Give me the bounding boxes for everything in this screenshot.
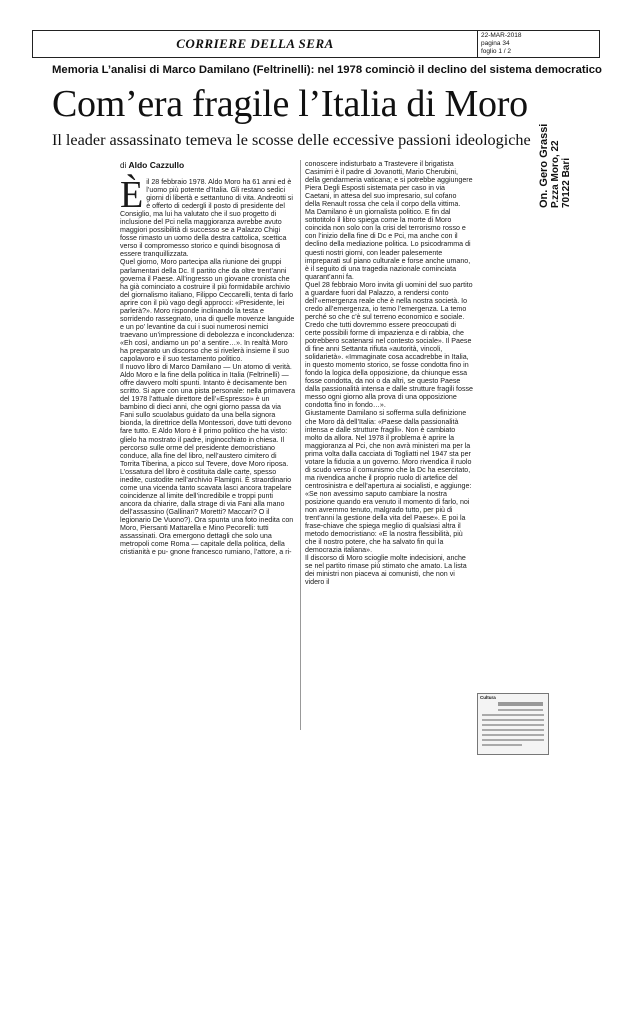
masthead	[33, 31, 478, 57]
newspaper-header	[32, 30, 600, 58]
address-stamp-text	[538, 98, 572, 208]
stamp-street: P.zza Moro, 22	[550, 140, 561, 208]
paragraph: Ma Damilano è un giornalista politico. E fin dal sottotitolo il libro spiega come la morte di Moro coincida non solo con la crisi del terrorismo rosso e con l’inizio della fine di Dc e Pci, ma anche con il declino della mediazione politica. Lo psicodramma di questi nostri giorni, con leader palesemente impreparati sul piano culturale e forse anche umano, è il seguito di una tragedia nazionale cominciata quarant’anni fa.	[305, 208, 471, 281]
article-kicker: Memoria L’analisi di Marco Damilano (Feltrinelli): nel 1978 cominciò il declino del sistema democratico	[52, 64, 602, 76]
column-divider	[300, 160, 301, 730]
stamp-name: On. Gero Grassi	[538, 123, 550, 208]
byline-prefix: di	[120, 161, 127, 170]
paragraph: conoscere indisturbato a Trastevere il brigatista Casimirri è il padre di Jovanotti, Mario Cherubini, della gendarmeria vaticana; e si potrebbe aggiungere Piera Degli Esposti sistemata per caso in via Caetani, in attesa del suo impresario, sul cofano della Renault rossa che cela il corpo della vittima.	[305, 160, 473, 209]
stamp-city: 70122 Bari	[561, 157, 572, 208]
paragraph: Giustamente Damilano si sofferma sulla definizione che Moro dà dell’Italia: «Paese dalla passionalità intensa e dalle strutture fragili». Non è cambiato molto da allora. Nel 1978 il problema è aprire la maggioranza al Pci, che non avrà ministeri ma per la prima volta dalla cacciata di Togliatti nel 1947 sta per votare la fiducia a un governo. Moro rivendica il ruolo di scudo verso il comunismo che la Dc ha esercitato, ma rivendica anche il proprio ruolo di artefice del centrosinistra e dell’apertura ai socialisti, e aggiunge: «Se non avessimo saputo cambiare la nostra posizione quando era venuto il momento di farlo, noi non avremmo tenuto, malgrado tutto, per più di trent’anni la gestione della vita del Paese». E poi la frase-chiave che spiega meglio di qualsiasi altra il metodo democristiano: «E la nostra flessibilità, più che il nostro potere, che ha salvato fin qui la democrazia italiana».	[305, 409, 472, 555]
thumbnail-label: Cultura	[480, 695, 496, 700]
paragraph: Quel 28 febbraio Moro invita gli uomini del suo partito a guardare fuori dal Palazzo, a rendersi conto dell’«emergenza reale che è nella nostra società. Io credo all’emergenza, io temo l’emergenza. La temo perché so che c’è sul terreno economico e sociale. Credo che tutti dovremmo essere preoccupati di certe possibili forme di impazienza e di rabbia, che potrebbero scatenarsi nel contesto sociale». Il Paese di fine anni Settanta rifiuta «autorità, vincoli, solidarietà». «Immaginate cosa accadrebbe in Italia, in questo momento storico, se fosse condotta fino in fondo la logica della opposizione, da chiunque essa fosse condotta, da noi o da altri, se questo Paese dalla passionalità intensa e dalle strutture fragili fosse messo ogni giorno alla prova di una opposizione condotta fino in fondo…».	[305, 280, 473, 410]
thumbnail-line	[498, 709, 543, 711]
article-headline: Com’era fragile l’Italia di Moro	[52, 83, 528, 125]
clipping-meta	[481, 32, 521, 56]
article-byline	[120, 160, 184, 170]
article-column-2	[305, 160, 473, 586]
thumbnail-line	[482, 729, 544, 731]
address-stamp	[478, 123, 572, 318]
thumbnail-headline-block	[498, 702, 543, 706]
paragraph: Il nuovo libro di Marco Damilano — Un atomo di verità. Aldo Moro e la fine della politica in Italia (Feltrinelli) — offre davvero molti spunti. Intanto è decisamente ben scritto. Si apre con una pista personale: nella primavera del 1978 l’attuale direttore dell’«Espresso» è un bambino di dieci anni, che ogni giorno passa da via Fani sullo scuolabus guidato da una bella signora bionda, la direttrice della Montessori, dove tutti devono fare tutto. E Aldo Moro è il primo politico che ha visto: glielo ha mostrato il padre, inginocchiato in chiesa. Il percorso sulle orme del presidente democristiano conduce, alla fine del libro, nell’austero cimitero di Torrita Tiberina, a picco sul Tevere, dove Moro riposa. L’ossatura del libro è costituita dalle carte, spesso inedite, custodite nell’archivio Flamigni. È straordinario come una vicenda tanto scavata lasci ancora trapelare coincidenze al limite dell’incredibile e troppi punti ancora da chiarire, dalla strage di via Fani alla mano dell’assassino (Gallinari? Moretti? Maccari? O il legionario De Vuono?). Ora spunta una foto inedita con Moro, Piersanti Mattarella e Mino Pecorelli: tutti assassinati. Ora emergono dettagli che solo una metropoli come Roma — capitale della politica, della cristianità e pu- gnone francesco rumiano, l’attore, a ri-	[120, 363, 296, 557]
byline-author: Aldo Cazzullo	[128, 160, 185, 170]
article-subhead: Il leader assassinato temeva le scosse delle eccessive passioni ideologiche	[52, 131, 531, 149]
thumbnail-line	[482, 734, 544, 736]
thumbnail-line	[482, 739, 544, 741]
page-thumbnail	[477, 693, 549, 755]
paragraph: il 28 febbraio 1978. Aldo Moro ha 61 anni ed è l’uomo più potente d’Italia. Gli restano sedici giorni di libertà e settantuno di vita. Andreotti si è offerto di cedergli il posto di presidente del Consiglio, ma lui ha valutato che il suo progetto di inclusione del Pci nella maggioranza avrebbe avuto maggiori possibilità di successo se a Palazzo Chigi fosse rimasto un uomo della destra cattolica, scettica verso il compromesso storico e quindi bisognosa di essere tranquillizzata.	[120, 178, 293, 259]
thumbnail-line	[482, 714, 544, 716]
article-column-1	[120, 174, 296, 557]
thumbnail-line	[482, 719, 544, 721]
clipping-sheet: foglio 1 / 2	[481, 48, 511, 55]
thumbnail-line	[482, 724, 544, 726]
thumbnail-line	[482, 744, 522, 746]
masthead-title: CORRIERE DELLA SERA	[176, 36, 334, 51]
paragraph: Il discorso di Moro scioglie molte indecisioni, anche se nel partito rimase più stimato che amato. La lista dei ministri non piaceva ai comunisti, che non vi videro il	[305, 554, 467, 587]
clipping-date: 22-MAR-2018	[481, 32, 522, 39]
clipping-page: pagina 34	[481, 40, 510, 47]
paragraph: Quel giorno, Moro partecipa alla riunione dei gruppi parlamentari della Dc. Il partito che da oltre trent’anni governa il Paese. All’ingresso un giovane cronista che ha già cominciato a costruire il più formidabile archivio del giornalismo italiano, Filippo Ceccarelli, tenta di farlo aprire con il più vago degli approcci: «Presidente, lei parlerà?». Moro risponde inclinando la testa e sorridendo rassegnato, una di quelle movenze languide e un po’ levantine da cui i suoi numerosi nemici traevano un’impressione di debolezza e inconcludenza: «Eh così, andiamo un po’ a sentire…». In realtà Moro ha preparato un discorso che si rivelerà insieme il suo capolavoro e il suo testamento politico.	[120, 258, 295, 364]
drop-cap: È	[120, 174, 144, 216]
